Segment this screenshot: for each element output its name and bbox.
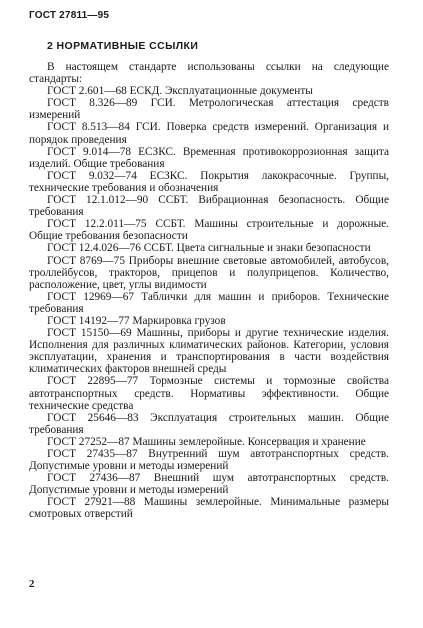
reference-item: ГОСТ 9.032—74 ЕСЗКС. Покрытия лакокрасочные. Группы, технические требования и обозначения xyxy=(29,169,389,194)
reference-item: ГОСТ 25646—83 Эксплуатация строительных машин. Общие требования xyxy=(29,411,389,436)
reference-item: ГОСТ 15150—69 Машины, приборы и другие технические изделия. Исполнения для различных климатических районов. Категории, условия эксплуатации, хранения и транспортирования в части воздействия климатических факторов внешней среды xyxy=(29,327,389,376)
reference-item: ГОСТ 22895—77 Тормозные системы и тормозные свойства автотранспортных средств. Нормативы эффективности. Общие технические средства xyxy=(29,375,389,412)
reference-item: ГОСТ 12.2.011—75 ССБТ. Машины строительные и дорожные. Общие требования безопасности xyxy=(29,218,389,243)
document-code: ГОСТ 27811—95 xyxy=(29,10,110,21)
reference-item: ГОСТ 8769—75 Приборы внешние световые автомобилей, автобусов, троллейбусов, тракторов, прицепов и полуприцепов. Количество, расположение, цвет, углы видимости xyxy=(29,254,389,291)
reference-item: ГОСТ 8.326—89 ГСИ. Метрологическая аттестация средств измерений xyxy=(29,97,389,122)
reference-item: ГОСТ 27921—88 Машины землеройные. Минимальные размеры смотровых отверстий xyxy=(29,496,389,521)
reference-item: ГОСТ 9.014—78 ЕСЗКС. Временная противокоррозионная защита изделий. Общие требования xyxy=(29,145,389,170)
reference-item: ГОСТ 27435—87 Внутренний шум автотранспортных средств. Допустимые уровни и методы измерений xyxy=(29,448,389,473)
intro-paragraph: В настоящем стандарте использованы ссылки на следующие стандарты: xyxy=(29,61,389,86)
reference-item: ГОСТ 8.513—84 ГСИ. Поверка средств измерений. Организация и порядок проведения xyxy=(29,121,389,146)
reference-item: ГОСТ 14192—77 Маркировка грузов xyxy=(47,314,226,327)
references-list xyxy=(29,61,389,521)
reference-item: ГОСТ 2.601—68 ЕСКД. Эксплуатационные документы xyxy=(47,85,313,98)
reference-item: ГОСТ 12969—67 Таблички для машин и приборов. Технические требования xyxy=(29,290,389,315)
reference-item: ГОСТ 12.4.026—76 ССБТ. Цвета сигнальные и знаки безопасности xyxy=(47,242,371,255)
reference-item: ГОСТ 27252—87 Машины землеройные. Консервация и хранение xyxy=(47,435,366,448)
reference-item: ГОСТ 12.1.012—90 ССБТ. Вибрационная безопасность. Общие требования xyxy=(29,194,389,219)
reference-item: ГОСТ 27436—87 Внешний шум автотранспортных средств. Допустимые уровни и методы измерений xyxy=(29,472,389,497)
section-heading: 2 НОРМАТИВНЫЕ ССЫЛКИ xyxy=(47,40,199,52)
page-number: 2 xyxy=(29,578,35,590)
